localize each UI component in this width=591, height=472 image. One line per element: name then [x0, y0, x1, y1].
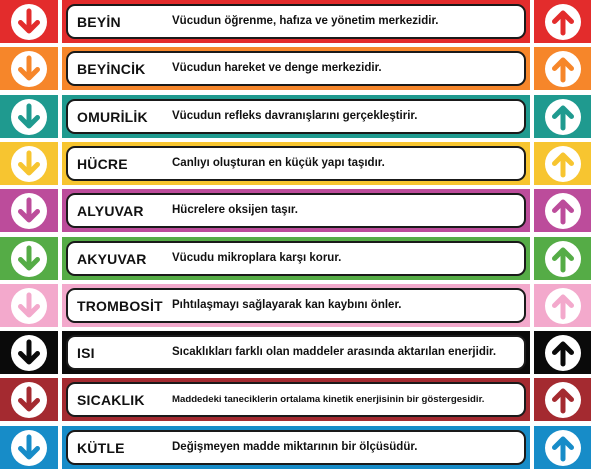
term-card[interactable]	[66, 146, 526, 181]
definition-text: Maddedeki taneciklerin ortalama kinetik enerjisinin bir göstergesidir.	[172, 394, 485, 405]
arrow-down-icon	[11, 193, 47, 229]
arrow-down-icon	[11, 241, 47, 277]
arrow-down-icon	[11, 4, 47, 40]
down-arrow-button[interactable]	[11, 193, 47, 229]
right-color-cell	[534, 189, 591, 232]
arrow-up-icon	[545, 430, 581, 466]
card-row	[0, 47, 591, 90]
down-arrow-button[interactable]	[11, 146, 47, 182]
card-row	[0, 189, 591, 232]
up-arrow-button[interactable]	[545, 51, 581, 87]
arrow-down-icon	[11, 430, 47, 466]
up-arrow-button[interactable]	[545, 288, 581, 324]
term-card[interactable]	[66, 193, 526, 228]
up-arrow-button[interactable]	[545, 430, 581, 466]
definition-text: Sıcaklıkları farklı olan maddeler arasında aktarılan enerjidir.	[172, 346, 497, 358]
arrow-down-icon	[11, 51, 47, 87]
definition-text: Vücudun öğrenme, hafıza ve yönetim merkezidir.	[172, 15, 439, 27]
term-card[interactable]	[66, 288, 526, 323]
term-label: SICAKLIK	[77, 392, 145, 408]
left-color-cell	[0, 95, 58, 138]
right-color-cell	[534, 47, 591, 90]
arrow-up-icon	[545, 146, 581, 182]
term-label: ISI	[77, 345, 95, 361]
card-row	[0, 426, 591, 469]
card-row	[0, 0, 591, 43]
arrow-up-icon	[545, 193, 581, 229]
left-color-cell	[0, 47, 58, 90]
middle-color-band	[62, 189, 530, 232]
term-card[interactable]	[66, 335, 526, 370]
middle-color-band	[62, 331, 530, 374]
left-color-cell	[0, 284, 58, 327]
term-card[interactable]	[66, 4, 526, 39]
term-label: TROMBOSİT	[77, 298, 163, 314]
up-arrow-button[interactable]	[545, 241, 581, 277]
down-arrow-button[interactable]	[11, 99, 47, 135]
middle-color-band	[62, 284, 530, 327]
middle-color-band	[62, 378, 530, 421]
up-arrow-button[interactable]	[545, 146, 581, 182]
up-arrow-button[interactable]	[545, 382, 581, 418]
up-arrow-button[interactable]	[545, 99, 581, 135]
term-label: OMURİLİK	[77, 109, 148, 125]
arrow-up-icon	[545, 382, 581, 418]
left-color-cell	[0, 0, 58, 43]
term-card[interactable]	[66, 241, 526, 276]
left-color-cell	[0, 378, 58, 421]
definition-text: Vücudun hareket ve denge merkezidir.	[172, 62, 382, 74]
left-color-cell	[0, 142, 58, 185]
up-arrow-button[interactable]	[545, 335, 581, 371]
arrow-down-icon	[11, 382, 47, 418]
down-arrow-button[interactable]	[11, 382, 47, 418]
card-row	[0, 142, 591, 185]
card-row	[0, 95, 591, 138]
term-label: BEYİNCİK	[77, 61, 146, 77]
definition-text: Hücrelere oksijen taşır.	[172, 204, 298, 216]
arrow-up-icon	[545, 241, 581, 277]
middle-color-band	[62, 426, 530, 469]
left-color-cell	[0, 331, 58, 374]
arrow-up-icon	[545, 51, 581, 87]
definition-text: Değişmeyen madde miktarının bir ölçüsüdür.	[172, 441, 418, 453]
term-card[interactable]	[66, 382, 526, 417]
right-color-cell	[534, 378, 591, 421]
term-label: ALYUVAR	[77, 203, 144, 219]
right-color-cell	[534, 95, 591, 138]
middle-color-band	[62, 142, 530, 185]
definition-text: Vücudu mikroplara karşı korur.	[172, 252, 342, 264]
down-arrow-button[interactable]	[11, 51, 47, 87]
arrow-up-icon	[545, 99, 581, 135]
middle-color-band	[62, 47, 530, 90]
arrow-down-icon	[11, 146, 47, 182]
left-color-cell	[0, 237, 58, 280]
term-card[interactable]	[66, 51, 526, 86]
term-label: BEYİN	[77, 14, 121, 30]
up-arrow-button[interactable]	[545, 193, 581, 229]
term-card[interactable]	[66, 430, 526, 465]
up-arrow-button[interactable]	[545, 4, 581, 40]
right-color-cell	[534, 426, 591, 469]
term-card[interactable]	[66, 99, 526, 134]
arrow-up-icon	[545, 4, 581, 40]
down-arrow-button[interactable]	[11, 241, 47, 277]
arrow-down-icon	[11, 99, 47, 135]
left-color-cell	[0, 426, 58, 469]
down-arrow-button[interactable]	[11, 4, 47, 40]
card-row	[0, 284, 591, 327]
term-label: KÜTLE	[77, 440, 125, 456]
term-label: AKYUVAR	[77, 251, 147, 267]
card-row	[0, 237, 591, 280]
right-color-cell	[534, 0, 591, 43]
arrow-up-icon	[545, 288, 581, 324]
definition-text: Canlıyı oluşturan en küçük yapı taşıdır.	[172, 157, 385, 169]
right-color-cell	[534, 284, 591, 327]
right-color-cell	[534, 237, 591, 280]
card-row	[0, 378, 591, 421]
right-color-cell	[534, 142, 591, 185]
down-arrow-button[interactable]	[11, 288, 47, 324]
middle-color-band	[62, 95, 530, 138]
arrow-up-icon	[545, 335, 581, 371]
definition-text: Vücudun refleks davranışlarını gerçekleştirir.	[172, 110, 418, 122]
right-color-cell	[534, 331, 591, 374]
definition-text: Pıhtılaşmayı sağlayarak kan kaybını önler.	[172, 299, 402, 311]
left-color-cell	[0, 189, 58, 232]
down-arrow-button[interactable]	[11, 335, 47, 371]
arrow-down-icon	[11, 288, 47, 324]
arrow-down-icon	[11, 335, 47, 371]
middle-color-band	[62, 237, 530, 280]
middle-color-band	[62, 0, 530, 43]
term-label: HÜCRE	[77, 156, 128, 172]
down-arrow-button[interactable]	[11, 430, 47, 466]
card-row	[0, 331, 591, 374]
